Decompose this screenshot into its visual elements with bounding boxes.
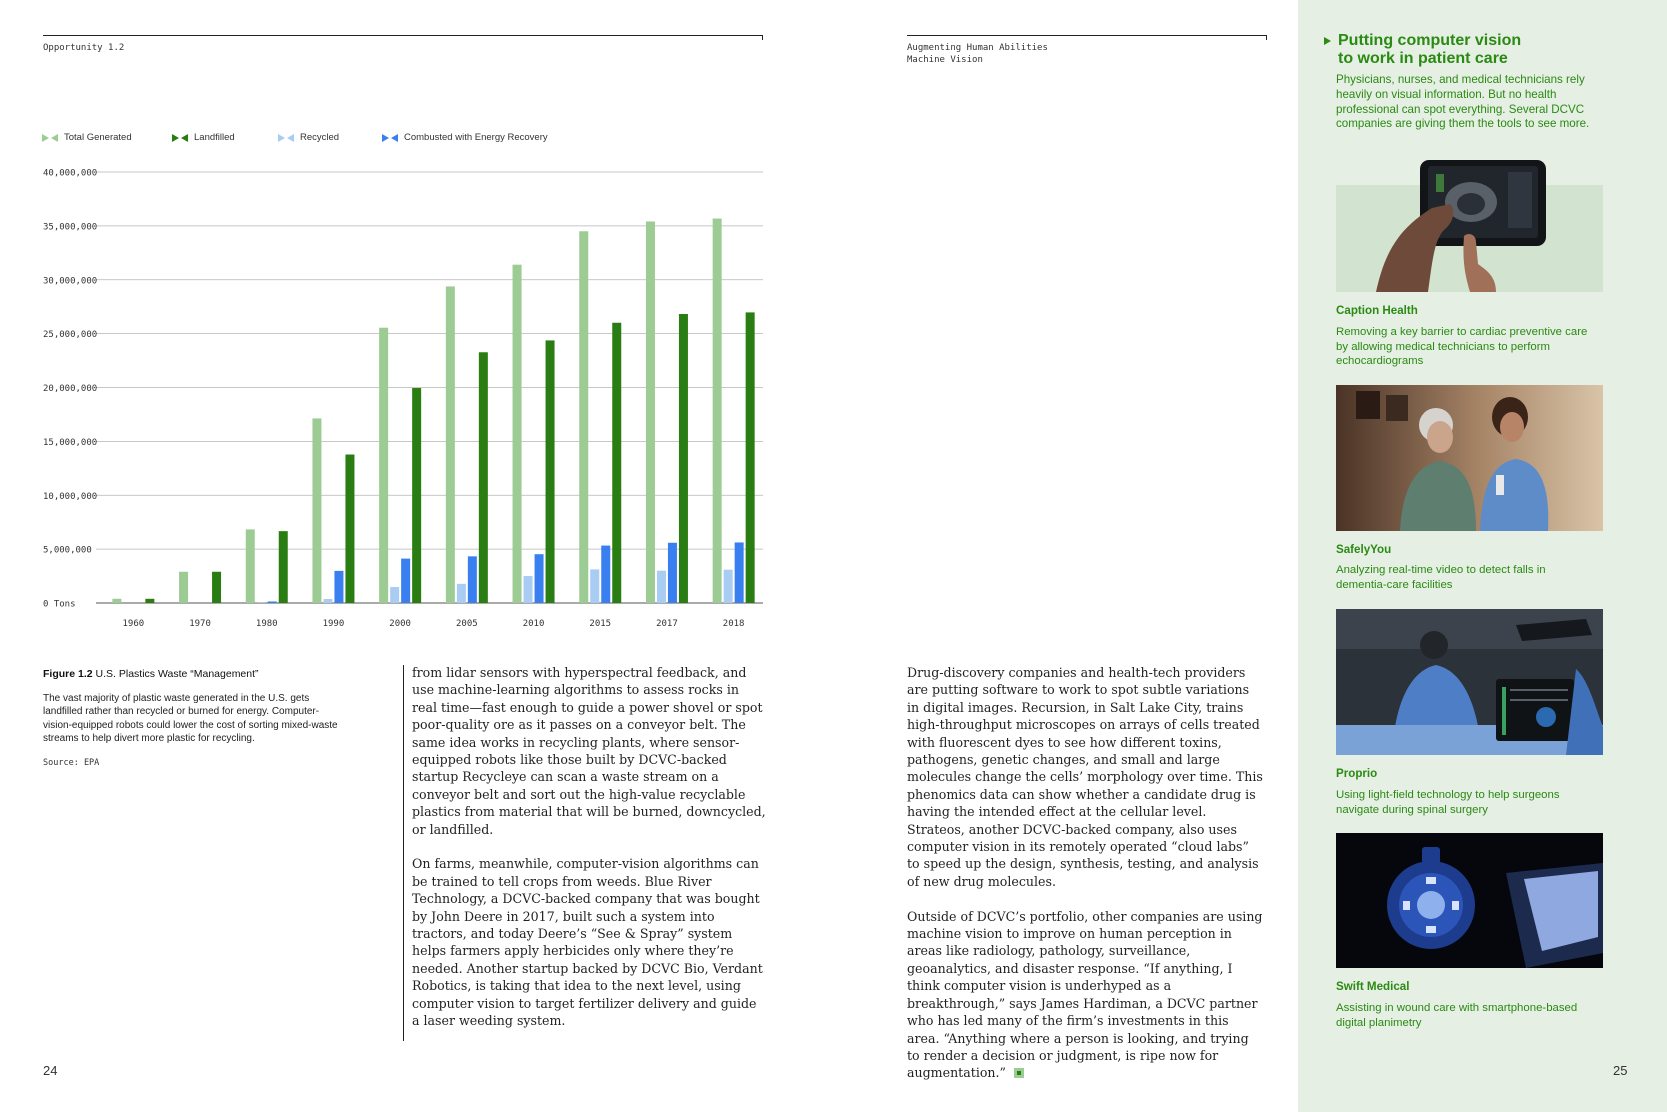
sidebar-heading	[1338, 32, 1521, 68]
bar	[345, 455, 354, 603]
y-tick-label: 5,000,000	[43, 545, 92, 556]
figure-title-text: U.S. Plastics Waste “Management”	[95, 668, 259, 680]
x-tick-label: 2005	[456, 619, 478, 629]
x-tick-label: 1990	[322, 619, 345, 629]
play-arrow-icon	[1324, 37, 1331, 45]
bar	[112, 599, 121, 603]
bar	[323, 599, 332, 603]
y-tick-label: 25,000,000	[43, 330, 98, 341]
bar	[334, 571, 343, 603]
bar	[746, 312, 755, 603]
bar	[401, 559, 410, 603]
x-tick-label: 2017	[656, 619, 678, 629]
bar	[513, 265, 522, 603]
sidebar-heading-line2: to work in patient care	[1338, 50, 1508, 67]
bar	[646, 221, 655, 603]
running-head-topic: Machine Vision	[907, 55, 983, 65]
figure-source: Source: EPA	[43, 758, 100, 768]
running-head-left: Opportunity 1.2	[43, 43, 125, 53]
bar	[312, 418, 321, 603]
card-desc-safelyyou: Analyzing real-time video to detect falls in dementia-care facilities	[1336, 564, 1546, 591]
x-tick-label: 2010	[522, 619, 545, 629]
y-tick-label: 0 Tons	[43, 599, 76, 610]
bar	[590, 569, 599, 603]
column-divider	[403, 665, 404, 1041]
bar	[735, 542, 744, 603]
safelyyou-image	[1336, 385, 1603, 531]
running-head-right	[907, 42, 1048, 66]
card-title-safelyyou: SafelyYou	[1336, 543, 1392, 556]
y-tick-label: 15,000,000	[43, 437, 98, 448]
bar	[668, 543, 677, 603]
sidebar-patient-care	[1298, 0, 1667, 1112]
figure-title	[43, 668, 363, 680]
page-number-right: 25	[1613, 1063, 1628, 1078]
legend-recycled-label: Recycled	[300, 132, 340, 143]
bar	[379, 328, 388, 603]
sidebar-intro: Physicians, nurses, and medical technicians rely heavily on visual information. But no health professional can spot everything. Several DCVC companies are giving them the tools to see more.	[1336, 73, 1590, 131]
body-column-left	[412, 664, 767, 1047]
bar	[457, 584, 466, 603]
y-tick-label: 10,000,000	[43, 491, 98, 502]
proprio-image	[1336, 609, 1603, 755]
bar	[524, 576, 533, 603]
bar	[412, 388, 421, 603]
card-title-caption-health: Caption Health	[1336, 304, 1418, 317]
end-mark-icon	[1014, 1068, 1024, 1078]
legend-total-generated-label: Total Generated	[64, 132, 132, 143]
card-desc-caption-health: Removing a key barrier to cardiac preventive care by allowing medical technicians to perform echocardiograms	[1336, 326, 1588, 368]
x-tick-label: 2018	[722, 619, 745, 629]
bar	[713, 219, 722, 603]
card-desc-swift-medical: Assisting in wound care with smartphone-based digital planimetry	[1336, 1002, 1578, 1029]
bar	[179, 572, 188, 603]
x-tick-label: 2000	[389, 619, 411, 629]
bar	[724, 570, 733, 603]
bar	[546, 340, 555, 603]
card-title-swift-medical: Swift Medical	[1336, 980, 1410, 993]
bar	[612, 323, 621, 603]
legend-landfilled-label: Landfilled	[194, 132, 235, 143]
bar	[579, 231, 588, 603]
body-column-right	[907, 664, 1263, 1082]
x-tick-label: 2015	[589, 619, 612, 629]
x-tick-label: 1960	[122, 619, 145, 629]
card-title-proprio: Proprio	[1336, 767, 1378, 780]
sidebar-heading-line1: Putting computer vision	[1338, 32, 1522, 49]
bar	[535, 554, 544, 603]
body-paragraph-outside-portfolio	[907, 908, 1263, 1082]
body-paragraph-outside-portfolio-text: Outside of DCVC’s portfolio, other companies are using machine vision to improve on human perception in areas like radiology, pathology, surveillance, geoanalytics, and disaster response. “If anything, I think computer vision is underhyped as a breakthrough,” says James Hardiman, a DCVC partner who has led many of the firm’s investments in this area. “Anything where a person is looking, and trying to render a decision or judgment, is ripe now for augmentation.”	[907, 908, 1263, 1081]
body-paragraph-farms: On farms, meanwhile, computer-vision algorithms can be trained to tell crops from weeds. Blue River Technology, a DCVC-backed company that was bought by John Deere in 2017, built such a system into tractors, and today Deere’s “See & Spray” system helps farmers apply herbicides only where they’re needed. Another startup backed by DCVC Bio, Verdant Robotics, is taking that idea to the next level, using computer vision to target fertilizer delivery and guide a laser weeding system.	[412, 856, 763, 1029]
bar	[390, 587, 399, 603]
bar	[479, 352, 488, 603]
bar	[268, 601, 277, 603]
bar	[446, 286, 455, 603]
y-tick-label: 40,000,000	[43, 168, 98, 179]
body-paragraph-drug-discovery: Drug-discovery companies and health-tech providers are putting software to work to spot subtle variations in digital images. Recursion, in Salt Lake City, trains high-throughput microscopes on arrays of cells treated with fluorescent dyes to see how different toxins, pathogens, genetic changes, and small and large molecules change the cells’ morphology over time. This phenomics data can show whether a candidate drug is having the intended effect at the cellular level. Strateos, another DCVC-backed company, also uses computer vision in its remotely operated “cloud labs” to speed up the design, synthesis, testing, and analysis of new drug molecules.	[907, 665, 1263, 889]
top-rule-right	[907, 35, 1267, 36]
body-paragraph-lidar: from lidar sensors with hyperspectral feedback, and use machine-learning algorithms to assess rocks in real time—fast enough to guide a power shovel or spot poor-quality ore as it passes on a conveyor belt. The same idea works in recycling plants, where sensor-equipped robots like those built by DCVC-backed startup Recycleye can scan a waste stream on a conveyor belt and sort out the high-value recyclable plastics from material that will be burned, downcycled, or landfilled.	[412, 665, 766, 837]
legend-combusted-label: Combusted with Energy Recovery	[404, 132, 548, 143]
bar	[657, 571, 666, 603]
y-tick-label: 20,000,000	[43, 384, 98, 394]
bar	[468, 556, 477, 603]
x-tick-label: 1970	[189, 619, 211, 629]
figure-label: Figure 1.2	[43, 668, 93, 680]
card-desc-proprio: Using light-field technology to help surgeons navigate during spinal surgery	[1336, 789, 1560, 816]
bar	[679, 314, 688, 603]
y-tick-label: 30,000,000	[43, 276, 98, 287]
y-tick-label: 35,000,000	[43, 222, 98, 233]
caption-health-image	[1336, 160, 1603, 292]
swift-medical-image	[1336, 833, 1603, 968]
running-head-section: Augmenting Human Abilities	[907, 43, 1048, 53]
bar	[601, 546, 610, 603]
plastics-waste-chart	[0, 0, 780, 640]
x-tick-label: 1980	[255, 619, 278, 629]
bar	[212, 572, 221, 603]
bar	[246, 529, 255, 603]
bar	[279, 531, 288, 603]
page-number-left: 24	[43, 1063, 58, 1078]
figure-caption: The vast majority of plastic waste generated in the U.S. gets landfilled rather than recycled or burned for energy. Computer-vision-equipped robots could lower the cost of sorting mixed-waste streams to help divert more plastic for recycling.	[43, 693, 338, 745]
top-rule-right-tick	[1266, 35, 1267, 40]
bar	[145, 599, 154, 603]
